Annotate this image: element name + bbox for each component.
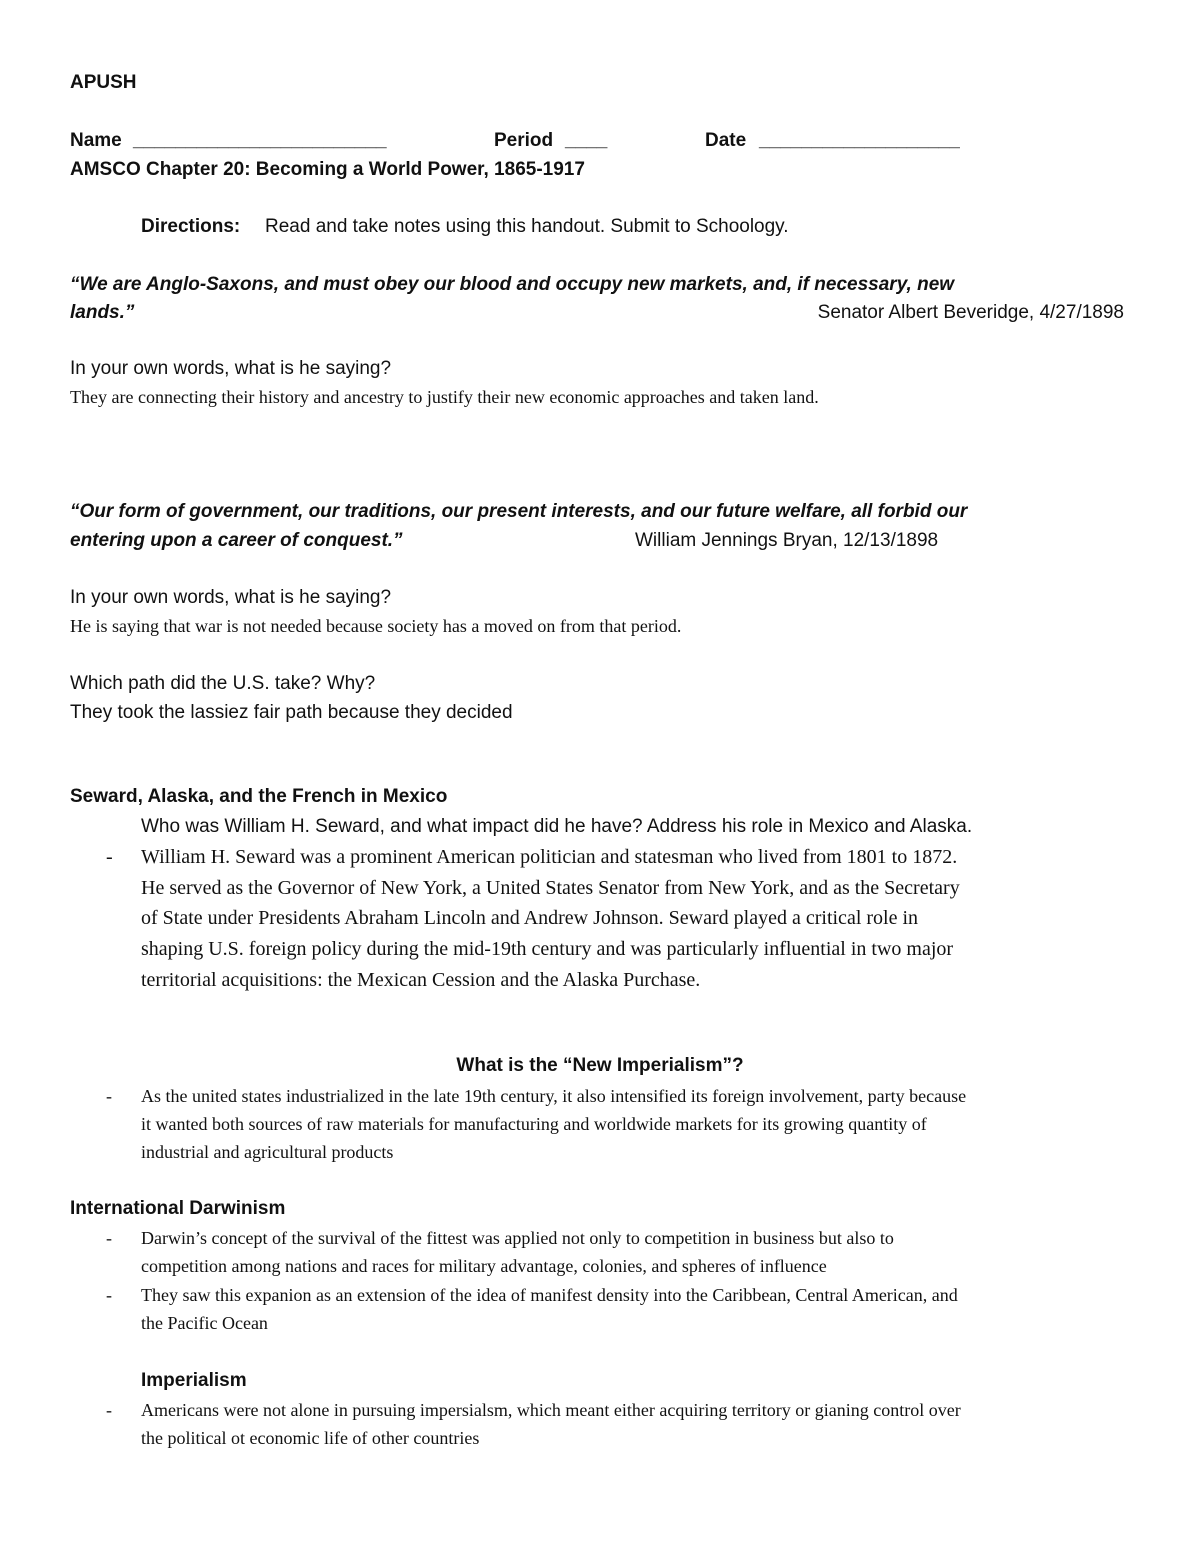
quote2-line2: entering upon a career of conquest.”: [70, 530, 403, 551]
darwinism-bullet: -: [106, 1285, 112, 1305]
seward-question: Who was William H. Seward, and what impact did he have? Address his role in Mexico and Alaska.: [141, 816, 973, 837]
new-imperialism-bullet: -: [106, 1086, 112, 1106]
darwinism-line[interactable]: the Pacific Ocean: [141, 1313, 268, 1333]
darwinism-line[interactable]: competition among nations and races for military advantage, colonies, and spheres of influence: [141, 1256, 827, 1276]
seward-answer-line[interactable]: He served as the Governor of New York, a United States Senator from New York, and as the Secretary: [141, 877, 960, 899]
new-imperialism-line[interactable]: As the united states industrialized in the late 19th century, it also intensified its foreign involvement, party because: [141, 1086, 967, 1106]
seward-heading: Seward, Alaska, and the French in Mexico: [70, 786, 448, 807]
quote1-answer[interactable]: They are connecting their history and ancestry to justify their new economic approaches and taken land.: [70, 387, 819, 407]
imperialism-bullet: -: [106, 1400, 112, 1420]
seward-answer-line[interactable]: of State under Presidents Abraham Lincoln and Andrew Johnson. Seward played a critical role in: [141, 907, 919, 929]
quote1-question: In your own words, what is he saying?: [70, 358, 392, 379]
quote1-line2: lands.”: [70, 302, 135, 323]
path-question: Which path did the U.S. take? Why?: [70, 673, 376, 694]
date-blank[interactable]: ___________________: [759, 130, 960, 151]
darwinism-line[interactable]: Darwin’s concept of the survival of the fittest was applied not only to competition in business but also to: [141, 1228, 894, 1248]
period-blank[interactable]: ____: [565, 130, 608, 151]
darwinism-bullet: -: [106, 1228, 112, 1248]
quote2-question: In your own words, what is he saying?: [70, 587, 392, 608]
imperialism-line[interactable]: Americans were not alone in pursuing impersialsm, which meant either acquiring territory or gianing control over: [141, 1400, 961, 1420]
new-imperialism-line[interactable]: industrial and agricultural products: [141, 1142, 394, 1162]
directions-text: Read and take notes using this handout. Submit to Schoology.: [265, 216, 789, 237]
darwinism-heading: International Darwinism: [70, 1198, 286, 1219]
quote2-line1: “Our form of government, our traditions, our present interests, and our future welfare, all forbid our: [70, 501, 968, 522]
name-blank[interactable]: ________________________: [133, 130, 387, 151]
course-title: APUSH: [70, 72, 137, 93]
seward-answer-line[interactable]: territorial acquisitions: the Mexican Cession and the Alaska Purchase.: [141, 969, 701, 991]
imperialism-heading: Imperialism: [141, 1370, 247, 1391]
quote1-attribution: Senator Albert Beveridge, 4/27/1898: [817, 302, 1124, 323]
period-label: Period: [494, 130, 554, 151]
quote2-answer[interactable]: He is saying that war is not needed because society has a moved on from that period.: [70, 616, 682, 636]
new-imperialism-line[interactable]: it wanted both sources of raw materials for manufacturing and worldwide markets for its growing quantity of: [141, 1114, 927, 1134]
imperialism-line[interactable]: the political ot economic life of other countries: [141, 1428, 480, 1448]
directions-label: Directions:: [141, 216, 241, 237]
new-imperialism-heading: What is the “New Imperialism”?: [456, 1055, 744, 1076]
darwinism-line[interactable]: They saw this expanion as an extension of the idea of manifest density into the Caribbean, Central American, and: [141, 1285, 958, 1305]
date-label: Date: [705, 130, 747, 151]
seward-bullet: -: [106, 846, 113, 868]
chapter-title: AMSCO Chapter 20: Becoming a World Power, 1865-1917: [70, 159, 585, 180]
quote1-line1: “We are Anglo-Saxons, and must obey our blood and occupy new markets, and, if necessary, new: [70, 274, 955, 295]
seward-answer-line[interactable]: William H. Seward was a prominent American politician and statesman who lived from 1801 to 1872.: [141, 846, 958, 868]
quote2-attribution: William Jennings Bryan, 12/13/1898: [635, 530, 939, 551]
path-answer[interactable]: They took the lassiez fair path because they decided: [70, 702, 513, 723]
name-label: Name: [70, 130, 122, 151]
seward-answer-line[interactable]: shaping U.S. foreign policy during the mid-19th century and was particularly influential in two major: [141, 938, 954, 960]
